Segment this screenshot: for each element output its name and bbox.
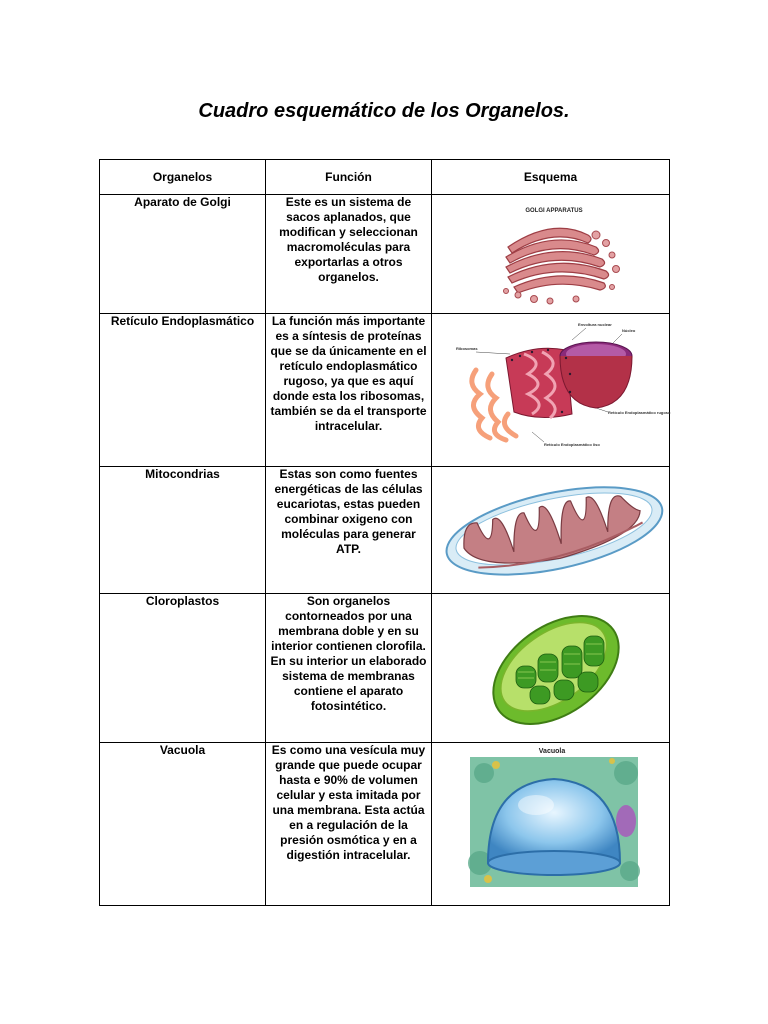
organelle-diagram-cell bbox=[432, 195, 670, 314]
table-header-row bbox=[100, 160, 670, 195]
header-organelos: Organelos bbox=[100, 160, 266, 195]
organelle-function: Son organelos contorneados por una membrana doble y en su interior contienen clorofila. En su interior un elaborado sistema de membranas contiene el aparato fotosintético. bbox=[266, 594, 432, 743]
organelle-diagram-cell bbox=[432, 467, 670, 594]
organelle-diagram-cell bbox=[432, 314, 670, 467]
mitochondrion-illustration bbox=[436, 467, 672, 591]
vacuole-illustration bbox=[436, 743, 672, 903]
header-funcion: Función bbox=[266, 160, 432, 195]
vacuole-image-label: Vacuola bbox=[538, 748, 566, 755]
organelle-name: Mitocondrias bbox=[100, 467, 266, 594]
organelle-name: Retículo Endoplasmático bbox=[100, 314, 266, 467]
header-esquema: Esquema bbox=[432, 160, 670, 195]
table-row bbox=[100, 314, 670, 467]
er-label-ribosomes: Ribosomas bbox=[456, 346, 478, 351]
organelle-function: Estas son como fuentes energéticas de las células eucariotas, estas pueden combinar oxigeno con moléculas para generar ATP. bbox=[266, 467, 432, 594]
organelles-table bbox=[99, 159, 670, 906]
er-label-nucleus: Núcleo bbox=[622, 328, 636, 333]
table-row bbox=[100, 467, 670, 594]
er-label-nuclear-envelope: Envoltura nuclear bbox=[578, 322, 612, 327]
table-row bbox=[100, 743, 670, 906]
golgi-image-label: GOLGI APPARATUS bbox=[525, 208, 583, 214]
golgi-apparatus-illustration bbox=[436, 195, 672, 311]
organelle-diagram-cell bbox=[432, 743, 670, 906]
organelle-name: Aparato de Golgi bbox=[100, 195, 266, 314]
organelle-function: La función más importante es a síntesis de proteínas que se da únicamente en el retículo endoplasmático rugoso, ya que es aquí donde esta los ribosomas, también se da el transporte intracelular. bbox=[266, 314, 432, 467]
organelle-name: Vacuola bbox=[100, 743, 266, 906]
table-row bbox=[100, 195, 670, 314]
organelle-function: Es como una vesícula muy grande que puede ocupar hasta e 90% de volumen celular y esta imitada por una membrana. Esta actúa en a regulación de la presión osmótica y en a digestión intracelular. bbox=[266, 743, 432, 906]
organelle-function: Este es un sistema de sacos aplanados, que modifican y seleccionan macromoléculas para exportarlas a otros organelos. bbox=[266, 195, 432, 314]
er-label-rough-er: Retículo Endoplasmático rugoso bbox=[608, 410, 671, 415]
organelle-name: Cloroplastos bbox=[100, 594, 266, 743]
table-row bbox=[100, 594, 670, 743]
document-title: Cuadro esquemático de los Organelos. bbox=[198, 100, 570, 122]
chloroplast-illustration bbox=[436, 594, 672, 740]
er-label-smooth-er: Retículo Endoplasmático liso bbox=[544, 442, 600, 447]
organelle-diagram-cell bbox=[432, 594, 670, 743]
endoplasmic-reticulum-illustration bbox=[436, 314, 672, 464]
